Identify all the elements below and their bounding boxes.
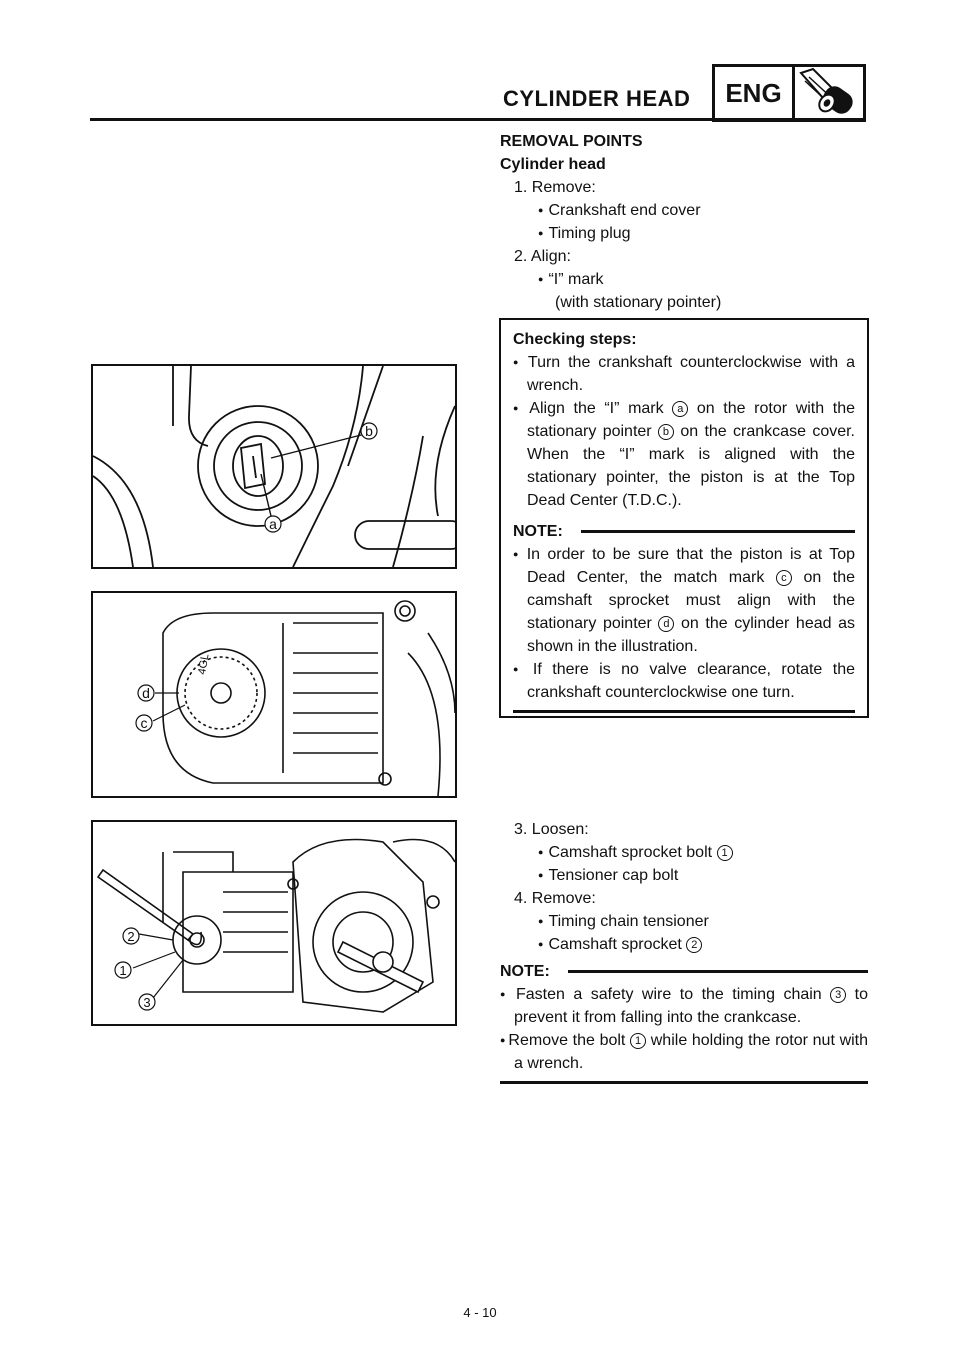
- bnote2-text-a: Remove the bolt: [508, 1032, 626, 1049]
- check-item1-text: Turn the crankshaft counterclockwise with a wrench.: [527, 354, 856, 394]
- list-item: [513, 397, 855, 512]
- marker-2: 2: [686, 937, 702, 953]
- note1-text-b: on the camshaft sprocket must align with the stationary pointer: [527, 569, 856, 632]
- page-title: CYLINDER HEAD: [503, 86, 691, 111]
- section-subheading: Cylinder head: [500, 156, 606, 173]
- check-item2-text-b: on the rotor with the stationary pointer: [527, 400, 856, 440]
- fig2-stamp: 4GL: [196, 652, 212, 676]
- removal-section: [500, 130, 721, 314]
- list-item-sub: (with stationary pointer): [555, 294, 722, 311]
- marker-b: b: [658, 424, 674, 440]
- bottom-note: [500, 960, 868, 1084]
- figure-camshaft-sprocket: [91, 591, 457, 798]
- note-rule: [581, 530, 855, 533]
- fig1-marker-a: a: [269, 516, 277, 532]
- section-heading: REMOVAL POINTS: [500, 133, 643, 150]
- step-label: 2. Align:: [514, 248, 571, 265]
- note-end-rule: [500, 1081, 868, 1084]
- step3-item1-text: Camshaft sprocket bolt: [548, 844, 713, 861]
- list-item: [500, 933, 733, 956]
- bnote1-text-b: to prevent it from falling into the crankcase.: [514, 986, 868, 1026]
- marker-1: 1: [717, 845, 733, 861]
- fig2-marker-d: d: [142, 685, 150, 701]
- list-item: [513, 351, 855, 397]
- figure-timing-window: [91, 364, 457, 569]
- step4-item2-text: Camshaft sprocket: [548, 936, 682, 953]
- marker-3: 3: [830, 987, 846, 1003]
- marker-c: c: [776, 570, 792, 586]
- list-item: ● Crankshaft end cover: [500, 199, 721, 222]
- check-item2-text-c: on the crankcase cover. When the “I” mark is aligned with the stationary pointer, the piston is at the Top Dead Center (T.D.C.).: [527, 423, 856, 509]
- checking-title: Checking steps:: [513, 331, 637, 348]
- fig1-marker-b: b: [365, 423, 373, 439]
- check-item2-text-a: Align the “I” mark: [529, 400, 664, 417]
- fig2-marker-c: c: [140, 715, 148, 731]
- note-end-rule: [513, 710, 855, 713]
- note-rule: [568, 970, 868, 973]
- note-header: [500, 960, 868, 983]
- wrench-socket-icon: [795, 67, 863, 119]
- note1-text-a: In order to be sure that the piston is at Top Dead Center, the match mark: [526, 546, 856, 586]
- list-item: [513, 658, 855, 704]
- note-label: NOTE:: [500, 963, 550, 980]
- list-item: [500, 841, 733, 864]
- list-item: ● Timing chain tensioner: [500, 910, 733, 933]
- marker-a: a: [672, 401, 688, 417]
- list-item: [500, 983, 868, 1029]
- note-label: NOTE:: [513, 523, 563, 540]
- loosen-remove-section: [500, 818, 733, 956]
- fig3-marker-2: 2: [127, 929, 135, 944]
- list-item: [513, 543, 855, 658]
- note-header: [513, 520, 855, 543]
- bnote1-text-a: Fasten a safety wire to the timing chain: [516, 986, 822, 1003]
- step-label: 3. Loosen:: [514, 821, 589, 838]
- figure-sprocket-bolt: [91, 820, 457, 1026]
- note1-text-c: on the cylinder head as shown in the illustration.: [527, 615, 855, 655]
- list-item: ● “I” mark: [500, 268, 721, 291]
- checking-steps-box: [499, 318, 869, 718]
- section-badge-label: ENG: [715, 67, 795, 119]
- bnote2-text-b: while holding the rotor nut with a wrench.: [514, 1032, 869, 1072]
- fig3-marker-3: 3: [143, 995, 151, 1010]
- fig3-marker-1: 1: [119, 963, 127, 978]
- step-label: 4. Remove:: [514, 890, 596, 907]
- page-number: 4 - 10: [463, 1305, 497, 1320]
- list-item: [500, 1029, 868, 1075]
- list-item: ● Tensioner cap bolt: [500, 864, 733, 887]
- marker-d: d: [658, 616, 674, 632]
- note2-text: If there is no valve clearance, rotate the crankshaft counterclockwise one turn.: [527, 661, 856, 701]
- list-item: ● Timing plug: [500, 222, 721, 245]
- marker-1: 1: [630, 1033, 646, 1049]
- section-badge: [712, 64, 866, 122]
- step-label: 1. Remove:: [514, 179, 596, 196]
